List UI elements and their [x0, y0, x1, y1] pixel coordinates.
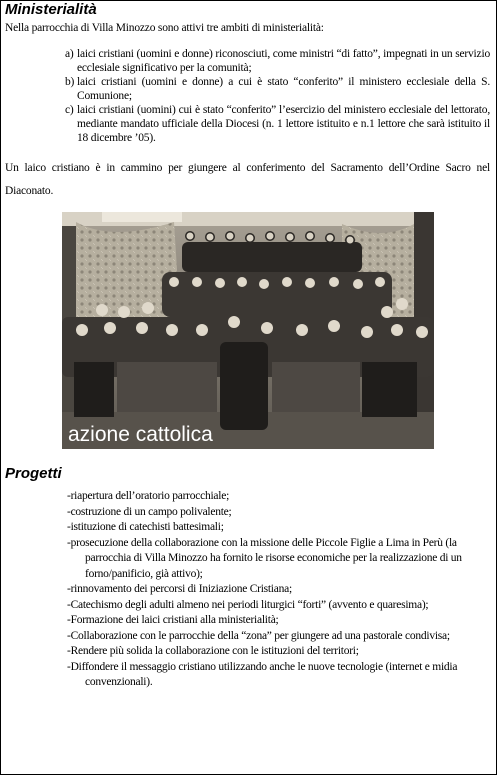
photo-caption: azione cattolica	[68, 423, 213, 446]
project-item: -istituzione di catechisti battesimali;	[67, 521, 224, 533]
ministry-item	[65, 47, 490, 75]
project-item: -riapertura dell’oratorio parrocchiale;	[67, 490, 230, 502]
list-item-text: laici cristiani (uomini e donne) riconosciuti, come ministri “di fatto”, impegnati in un servizio ecclesiale significativo per la comunità;	[77, 48, 490, 74]
project-item: -Formazione dei laici cristiani alla ministerialità;	[67, 614, 279, 626]
project-item: -Diffondere il messaggio cristiano utilizzando anche le nuove tecnologie (internet e midia convenzionali).	[67, 660, 458, 688]
ministry-item	[65, 75, 490, 103]
project-item: -costruzione di un campo polivalente;	[67, 505, 232, 518]
projects-list	[5, 489, 490, 691]
group-photo	[62, 212, 434, 449]
project-item: -Collaborazione con le parrocchie della “zona” per giungere ad una pastorale condivisa;	[67, 629, 450, 642]
project-item: -rinnovamento dei percorsi di Iniziazione Cristiana;	[67, 583, 292, 595]
section-title-progetti: Progetti	[5, 465, 62, 482]
project-item: -prosecuzione della collaborazione con la missione delle Piccole Figlie a Lima in Perù (la parrocchia di Villa Minozzo ha fornito le risorse economiche per la realizzazione di un forno/panificio, già attivo);	[67, 536, 462, 580]
list-item-text: laici cristiani (uomini e donne) a cui è stato “conferito” il ministero ecclesiale della S. Comunione;	[77, 76, 490, 102]
diaconate-paragraph: Un laico cristiano è in cammino per giungere al conferimento del Sacramento dell’Ordine Sacro nel Diaconato.	[5, 162, 490, 197]
ministry-item	[65, 103, 490, 145]
list-marker: c)	[65, 104, 74, 116]
list-item-text: laici cristiani (uomini) cui è stato “conferito” l’esercizio del ministero ecclesiale del lettorato, mediante mandato ufficiale della Diocesi (n. 1 lettore istituito e n.1 lettore che sarà istituito il 18 dicembre ’05).	[77, 104, 490, 144]
list-marker: b)	[65, 76, 75, 88]
ministry-list	[5, 47, 490, 145]
group-photo-image	[62, 212, 434, 449]
project-item: -Catechismo degli adulti almeno nei periodi liturgici “forti” (avvento e quaresima);	[67, 598, 429, 611]
section-title-ministerialita: Ministerialità	[5, 1, 97, 18]
list-marker: a)	[65, 48, 74, 60]
intro-text: Nella parrocchia di Villa Minozzo sono attivi tre ambiti di ministerialità:	[5, 22, 324, 34]
project-item: -Rendere più solida la collaborazione con le istituzioni del territori;	[67, 645, 359, 657]
